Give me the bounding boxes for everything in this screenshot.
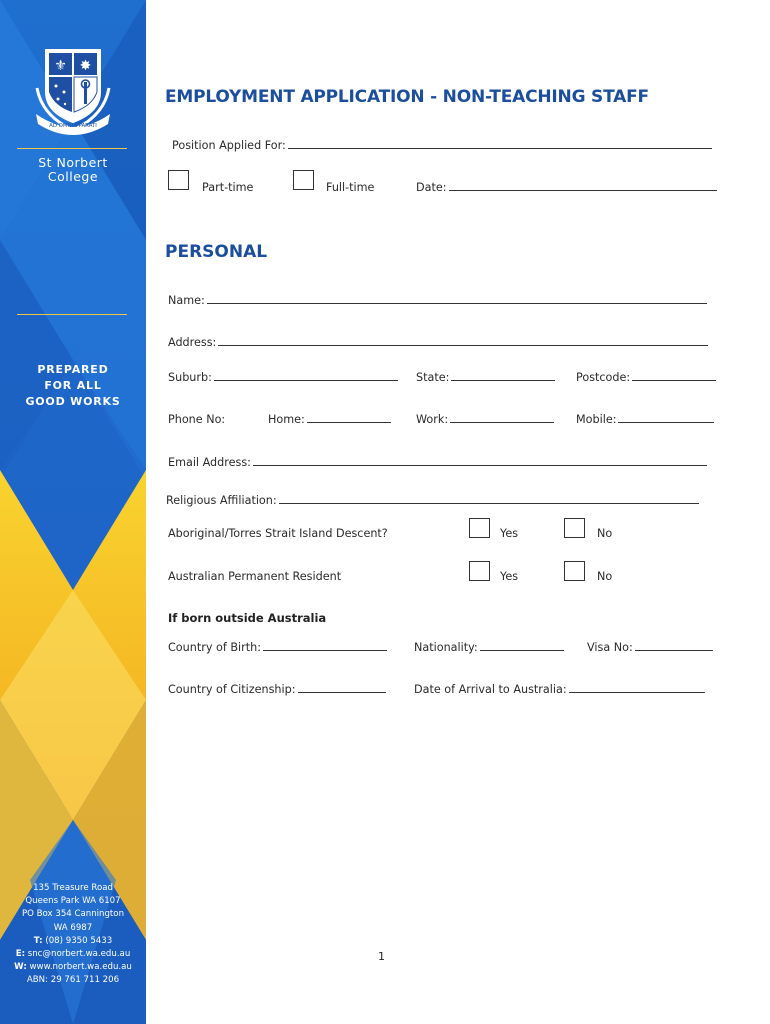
nationality-row	[414, 641, 564, 654]
contact-po-box: PO Box 354 Cannington	[21, 909, 125, 920]
address-row	[168, 336, 708, 349]
state-label: State:	[416, 371, 450, 384]
contact-po-state: WA 6987	[53, 922, 93, 933]
visa-label: Visa No:	[587, 641, 633, 654]
state-row	[416, 371, 555, 384]
divider-mid	[17, 314, 127, 315]
nationality-field[interactable]	[480, 650, 564, 651]
born-outside-heading: If born outside Australia	[168, 611, 327, 625]
motto-line: FOR ALL	[44, 379, 102, 392]
religion-label: Religious Affiliation:	[166, 494, 277, 507]
postcode-label: Postcode:	[576, 371, 631, 384]
college-name	[0, 156, 146, 184]
name-row	[168, 294, 707, 307]
aboriginal-no-label: No	[597, 527, 613, 540]
contact-street: 135 Treasure Road	[33, 883, 113, 893]
svg-text:✸: ✸	[79, 58, 92, 74]
contact-email: E: snc@norbert.wa.edu.au	[15, 949, 131, 960]
resident-yes-checkbox[interactable]	[469, 561, 490, 581]
mobile-phone-field[interactable]	[618, 422, 714, 423]
date-label: Date:	[416, 181, 447, 194]
name-field[interactable]	[207, 303, 707, 304]
suburb-field[interactable]	[214, 380, 398, 381]
arrival-label: Date of Arrival to Australia:	[414, 683, 567, 696]
arrival-field[interactable]	[569, 692, 705, 693]
position-field[interactable]	[288, 148, 712, 149]
email-row	[168, 456, 707, 469]
parttime-label: Part-time	[202, 181, 254, 194]
phone-label: Phone No:	[168, 413, 226, 426]
address-field[interactable]	[218, 345, 708, 346]
motto-line: GOOD WORKS	[25, 395, 121, 408]
citizenship-field[interactable]	[298, 692, 386, 693]
nationality-label: Nationality:	[414, 641, 478, 654]
postcode-row	[576, 371, 716, 384]
section-personal-heading: PERSONAL	[165, 242, 268, 262]
contact-website: W: www.norbert.wa.edu.au	[14, 962, 132, 973]
svg-text:⚜: ⚜	[54, 58, 67, 74]
country-birth-label: Country of Birth:	[168, 641, 261, 654]
fulltime-label: Full-time	[326, 181, 375, 194]
aboriginal-no-checkbox[interactable]	[564, 518, 585, 538]
aboriginal-label: Aboriginal/Torres Strait Island Descent?	[168, 527, 388, 540]
mobile-phone-row	[576, 413, 714, 426]
work-phone-row	[416, 413, 554, 426]
home-phone-label: Home:	[268, 413, 305, 426]
sidebar-diamond-pattern	[0, 0, 146, 1024]
suburb-row	[168, 371, 398, 384]
religion-row	[166, 494, 699, 507]
email-field[interactable]	[253, 465, 707, 466]
aboriginal-yes-label: Yes	[500, 527, 519, 540]
home-phone-field[interactable]	[307, 422, 391, 423]
divider-top	[17, 148, 127, 149]
resident-no-checkbox[interactable]	[564, 561, 585, 581]
country-birth-row	[168, 641, 387, 654]
position-label: Position Applied For:	[172, 139, 286, 152]
citizenship-label: Country of Citizenship:	[168, 683, 296, 696]
college-name-line1: St Norbert	[38, 155, 108, 170]
country-birth-field[interactable]	[263, 650, 387, 651]
work-phone-field[interactable]	[450, 422, 554, 423]
fulltime-checkbox[interactable]	[293, 170, 314, 190]
college-crest-logo	[34, 46, 112, 136]
date-field[interactable]	[449, 190, 717, 191]
position-row	[172, 139, 712, 152]
state-field[interactable]	[451, 380, 555, 381]
work-phone-label: Work:	[416, 413, 449, 426]
postcode-field[interactable]	[632, 380, 716, 381]
resident-label: Australian Permanent Resident	[168, 570, 342, 583]
motto-line: PREPARED	[37, 363, 109, 376]
contact-phone: T: (08) 9350 5433	[33, 935, 113, 946]
college-name-line2: College	[47, 169, 99, 184]
citizenship-row	[168, 683, 386, 696]
college-sidebar	[0, 0, 146, 1024]
visa-row	[587, 641, 713, 654]
home-phone-row	[268, 413, 391, 426]
address-label: Address:	[168, 336, 217, 349]
contact-suburb: Queens Park WA 6107	[25, 896, 121, 907]
crest-banner-motto: AD OMNIA PARATI	[49, 123, 97, 129]
form-title: EMPLOYMENT APPLICATION - NON-TEACHING STAFF	[165, 87, 649, 107]
parttime-checkbox[interactable]	[168, 170, 189, 190]
page-number: 1	[378, 950, 385, 963]
name-label: Name:	[168, 294, 205, 307]
mobile-phone-label: Mobile:	[576, 413, 617, 426]
resident-no-label: No	[597, 570, 613, 583]
resident-yes-label: Yes	[500, 570, 519, 583]
suburb-label: Suburb:	[168, 371, 212, 384]
college-motto	[0, 362, 146, 410]
religion-field[interactable]	[279, 503, 699, 504]
contact-details	[0, 882, 146, 988]
visa-field[interactable]	[635, 650, 713, 651]
arrival-row	[414, 683, 705, 696]
email-label: Email Address:	[168, 456, 251, 469]
date-row	[416, 181, 717, 194]
contact-abn: ABN: 29 761 711 206	[26, 975, 120, 986]
aboriginal-yes-checkbox[interactable]	[469, 518, 490, 538]
